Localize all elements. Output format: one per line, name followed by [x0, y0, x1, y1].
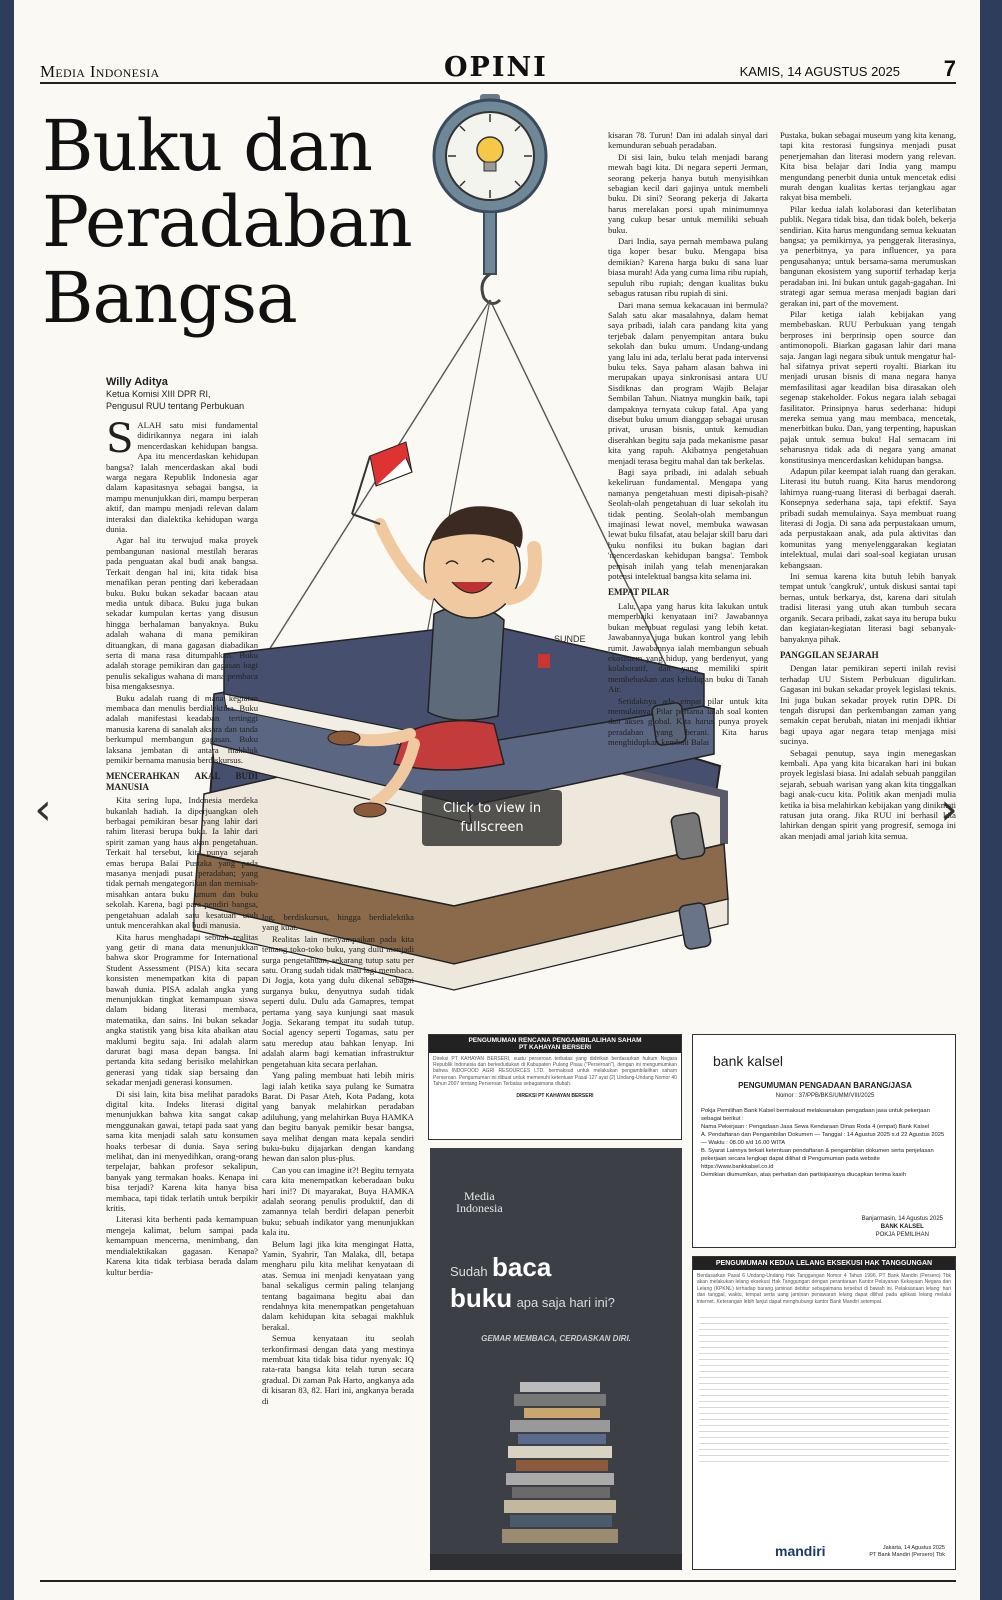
promo-slogan: GEMAR MEMBACA, CERDASKAN DIRI. — [481, 1334, 631, 1343]
ad-text: PT Bank Mandiri (Persero) Tbk — [869, 1552, 945, 1558]
article-column-1 — [106, 420, 258, 1570]
author-role: Pengusul RUU tentang Perbukuan — [106, 401, 245, 411]
page-number: 7 — [943, 56, 956, 81]
section-heading: PANGGILAN SEJARAH — [780, 649, 879, 660]
article-paragraph: Di sisi lain, kita bisa melihat paradoks digital kita. Indeks literasi digital menunjukkan bahwa kita sangat cakap menggunakan gawai, tetapi pada saat yang sama kita menjadi salah satu konsumen hoaks terbesar di dunia. Saya sering melihat, dan ini menyedihkan, orang-orang terpelajar, bahkan profesor sekalipun, banyak yang termakan hoaks. Kenapa ini bisa terjadi? Karena kita hanya bisa membaca, tapi tidak terlatih untuk berpikir kritis. — [106, 1088, 258, 1214]
headline-line: Buku dan — [42, 105, 372, 187]
article-paragraph: kisaran 78. Turun! Dan ini adalah sinyal dari kemunduran sebuah peradaban. — [608, 130, 768, 151]
ad-title: PENGUMUMAN PENGADAAN BARANG/JASA — [738, 1081, 912, 1090]
article-column-4 — [780, 130, 956, 1010]
article-paragraph: Belum lagi jika kita mengingat Hatta, Yamin, Syahrir, Tan Malaka, dll, betapa mengharu pilu kita melihat kenyataan di atas. Semua ini menjadi kenyataan yang banal sekaligus cermin paling telanjang tentang bagaimana begitu abai dan rendahnya kita menempatkan pengetahuan dalam kehidupan kita sebagai makhluk berakal. — [262, 1238, 414, 1332]
promo-word: buku — [450, 1283, 513, 1313]
section-heading: MENCERAHKAN AKAL BUDI MANUSIA — [106, 771, 258, 792]
media-indonesia-logo — [456, 1190, 503, 1214]
ad-text: Nama Pekerjaan : Pengadaan Jasa Sewa Kendaraan Dinas Roda 4 (empat) Bank Kalsel — [701, 1124, 930, 1130]
promo-word: baca — [492, 1252, 552, 1282]
ad-signature — [869, 1545, 945, 1559]
article-paragraph: Kita sering lupa, Indonesia merdeka bukanlah hadiah. Ia diperjuangkan oleh berbagai pemikiran besar yang lahir dari rahim literasi berupa buku. Ia lahir dari spirit zaman yang haus akan pengetahuan. Terkait hal tersebut, kita punya sejarah emas berupa Balai Pustaka yang pada masanya menjadi pusat peradaban; yang tidak pernah mengategorikan dan memisah-misahkan antara buku umum dan buku sekolah. Karena, bagi para pendiri bangsa, pengetahuan adalah satu kesatuan utuh untuk mencerahkan akal budi manusia. — [106, 795, 258, 931]
article-paragraph: log, berdiskursus, hingga berdialektika yang kuat. — [262, 912, 414, 933]
ad-reading-promo — [430, 1148, 682, 1570]
next-page-chevron-icon[interactable]: › — [940, 784, 958, 835]
article-paragraph: Pilar kedua ialah kolaborasi dan keterlibatan publik. Negara tidak bisa, dan tidak boleh, bekerja sendirian. Kita harus mengundang semua kekuatan bangsa; ya pemikirnya, ya penggerak literasinya, ya penerbitnya, ya para influencer, ya para pengusahanya; untuk bersama-sama merumuskan bangunan ekosistem yang suportif terhadap kerja peradaban ini. Ini bukan untuk gagah-gagahan. Ini strategi agar semua merasa menjadi bagian dari gerakan ini, part of the movement. — [780, 203, 956, 308]
dropcap: S — [106, 420, 134, 462]
article-paragraph: Yang paling membuat hati lebih miris lagi ialah ketika saya pulang ke Sumatra Barat. Di Pasar Ateh, Kota Padang, kota yang banyak melahirkan peradaban adiluhung, yang melahirkan Buya HAMKA dan begitu banyak pemikir besar bangsa, saya melihat dengan mata kepala sendiri buku-buku dijajarkan dengan kandang hewan dan salon plus-plus. — [262, 1070, 414, 1164]
artist-signature: SUNDE — [554, 634, 586, 644]
ad-title-line: PT KAHAYAN BERSERI — [518, 1044, 592, 1051]
masthead-rubric: OPINI — [444, 52, 548, 83]
ad-text: BANK KALSEL — [880, 1224, 924, 1230]
article-paragraph: Realitas lain menyampaikan pada kita tentang toko-toko buku, yang dulu menjadi surga pengetahuan, sekarang tutup satu per satu. Orang sudah tidak mau lagi membaca. Di Jogja, kota yang dulu dikenal sebagai surganya buku, denyutnya sudah tidak seperti dulu. Dulu ada Gamapres, tempat pertama yang saya kunjungi saat masuk Jogja. Sekarang tempat itu sudah tutup. Social agency seperti Togamas, satu per satu meredup atau bahkan lenyap. Ini adalah alarm bagi kematian infrastruktur pengetahuan kita secara perlahan. — [262, 933, 414, 1069]
ad-title: PENGUMUMAN KEDUA LELANG EKSEKUSI HAK TANGGUNGAN — [693, 1257, 955, 1270]
article-paragraph: Dari India, saya pernah membawa pulang tiga koper besar buku. Mengapa bisa demikian? Karena harga buku di sana luar biasa murah! Ada yang cuma lima ribu rupiah, sepuluh ribu rupiah; dengan kualitas buku sebagus ratusan ribu rupiah di sini. — [608, 236, 768, 299]
bottom-rule — [40, 1580, 956, 1582]
ad-title-line: PENGUMUMAN RENCANA PENGAMBILALIHAN SAHAM — [468, 1037, 642, 1044]
article-paragraph: Sebagai penutup, saya ingin menegaskan kembali. Apa yang kita bicarakan hari ini bukan proyek legislasi biasa. Ini adalah sebuah panggilan sejarah, sebuah warisan yang akan kita tinggalkan bagi anak-cucu kita. Politik akan menjadi mulia ketika ia bisa melahirkan kebijakan yang dinikmati ratusan juta orang. Jika RUU ini berhasil kita lahirkan dengan spirit yang progresif, semoga ini akan menjadi amal jariah kita semua. — [780, 747, 956, 841]
article-paragraph: ALAH satu misi fundamental didirikannya negara ini ialah mencerdaskan kehidupan bangsa. Apa itu mencerdaskan kehidupan bangsa? Ialah mencerdaskan akal budi warga negara Republik Indonesia agar dalam kapasitasnya sebagai bangsa, ia mampu menunjukkan diri, mampu berperan aktif, dan mampu menjadi relevan dalam interaksi dan dialektika kehidupan warga dunia. — [106, 420, 258, 535]
article-paragraph: Adapun pilar keempat ialah ruang dan gerakan. Literasi itu butuh ruang. Kita harus mendorong lahirnya ruang-ruang literasi di berbagai daerah. Konsepnya sederhana saja, tapi efektif. Saya pribadi sudah memulainya. Saya membuat ruang literasi di Jogja. Di sana ada perpustakaan umum, ada perpustakaan anak, ada pula aktivitas dan komunitas yang menyelenggarakan kegiatan intelektual, mulai dari soal-soal kegiatan urusan kebangsaan. — [780, 466, 956, 570]
promo-tagline — [450, 1252, 662, 1314]
article-paragraph: Dengan latar pemikiran seperti inilah revisi terhadap UU Sistem Perbukuan digulirkan. Gagasan ini bukan sekadar proyek legislasi teknis. Ini juga bukan sekadar proyek rutin DPR. Di tengah disrupsi dan perkembangan zaman yang semakin cepat berubah, niatan ini menjadi ikhtiar bagi upaya agar negara tetap menjaga misi sucinya. — [780, 663, 956, 747]
background-right — [980, 0, 1002, 1600]
ad-body — [701, 1107, 949, 1179]
ad-title — [429, 1035, 681, 1053]
article-paragraph: Agar hal itu terwujud maka proyek pembangunan nasional mestilah beraras pada penguatan akal budi anak bangsa. Terkait dengan hal ini, kita tidak bisa menafikan peran penting dari keberadaan buku. Buku bukan sekadar bacaan atau media untuk dibaca. Buku juga bukan sekadar kumpulan kertas yang disusun hingga berhalaman banyaknya. Buku adalah wahana di mana pemikiran dituangkan, di mana gagasan diabadikan serta di mana rasa ditumpahkan. Buku adalah storage pemikiran dan gagasan bagi penulis sekaligus wahana di mana pembaca bisa mengaksesnya. — [106, 535, 258, 692]
article-paragraph: Ini semua karena kita butuh lebih banyak tempat untuk 'cangkruk', untuk diskusi santai tapi bernas, untuk berkarya, dst, karena dari situlah tradisi literasi yang utuh akan tumbuh secara organik. Secara pribadi, zakat saya itu berupa buku dan kegiatan-kegiatan literasi bagi sebanyak-banyaknya pihak. — [780, 571, 956, 644]
mandiri-logo: mandiri — [775, 1543, 826, 1559]
article-column-2 — [262, 912, 414, 1570]
ad-text: Jakarta, 14 Agustus 2025 — [882, 1545, 945, 1551]
article-paragraph: Di sisi lain, buku telah menjadi barang mewah bagi kita. Di negara seperti Jerman, seorang pekerja hanya butuh menyisihkan sebagian kecil dari gajinya untuk membeli buku. Di sini? Seorang pekerja di Jakarta harus merelakan porsi upah minimumnya yang cukup besar untuk memiliki sebuah buku. — [608, 151, 768, 235]
article-paragraph: Setidaknya ada empat pilar untuk kita memulainya. Pilar pertama ialah soal konten dan akses global. Kita harus punya proyek peradaban yang berani. Kita harus menghidupkan kembali Balai — [608, 695, 768, 748]
ad-text: POKJA PEMILIHAN — [875, 1232, 929, 1238]
promo-word: apa saja hari ini? — [516, 1295, 615, 1310]
ad-text: Demikian diumumkan, atas perhatian dan partisipasinya diucapkan terima kasih — [701, 1172, 906, 1178]
fullscreen-button[interactable] — [422, 790, 562, 846]
author-role: Ketua Komisi XIII DPR RI, — [106, 389, 211, 399]
fullscreen-label: fullscreen — [460, 820, 524, 835]
article-paragraph: Bagi saya pribadi, ini adalah sebuah kekeliruan fundamental. Mengapa yang namanya pengetahuan mesti dipisah-pisah? Seolah-olah pengetahuan di luar sekolah itu tidak penting. Seolah-olah membangun imajinasi lewat novel, membuka wawasan lewat buku filsafat, atau belajar skill baru dari buku nonfiksi itu bukan bagian dari 'mencerdaskan kehidupan bangsa'. Tembok pemisah inilah yang telah menenjarakan potensi intelektual bangsa kita selama ini. — [608, 467, 768, 582]
ad-mandiri-auction-notice — [692, 1256, 956, 1570]
logo-line: Indonesia — [456, 1201, 503, 1215]
article-paragraph: Pilar ketiga ialah kebijakan yang membebaskan. RUU Perbukuan yang tengah berproses ini berprinsip open source dan antimonopoli. Biarkan gagasan lahir dari mana saja. Jangan lagi negara sibuk untuk mengatur hal-hal sifatnya privat seperti royalti. Biarkan itu menjadi urusan bisnis di mana negara hanya memfasilitasi agar keadilan bisa dirasakan oleh segenap stakeholder. Fokus negara ialah sebagai fasilitator. Prinsipnya harus sederhana: hidupi mereka semua yang mau membaca, mencetak, menerbitkan buku. Dan, yang terpenting, hapuskan pajak untuk semua buku! Hal semacam ini seharusnya tidak ada di negara yang amanat konstitusinya mencerdaskan kehidupan bangsa. — [780, 308, 956, 465]
ad-body: Direksi PT KAHAYAN BERSERI, suatu perseroan terbatas yang didirikan berdasarkan hukum Negara Republik Indonesia dan berkedudukan di Kabupaten Pulang Pisau ("Perseroan"), dengan ini mengumumkan bahwa INDOFOOD AGRI RESOURCES LTD. bermaksud untuk melakukan pengambilalihan saham Perseroan. Pengumuman ini dibuat untuk memenuhi ketentuan Pasal 127 ayat (2) Undang-Undang Nomor 40 Tahun 2007 tentang Perseroan Terbatas sebagaimana diubah. — [433, 1056, 677, 1087]
masthead-date: KAMIS, 14 AGUSTUS 2025 — [739, 64, 900, 79]
article-paragraph: Kita harus menghadapi sebuah realitas yang getir di mana data menunjukkan bahwa skor Programme for International Student Assessment (PISA) kita secara konsisten menempatkan kita di papan bawah dunia. PISA adalah angka yang menunjukkan tingkat kemampuan siswa dalam bidang literasi membaca, matematika, dan sains. Ini bukan sekadar angka statistik yang bisa kita abaikan atau maklumi begitu saja. Ini adalah alarm darurat bagi masa depan bangsa. Ini pertanda kita sedang berisiko melahirkan generasi yang tidak siap bersaing dan sekadar menjadi generasi konsumen. — [106, 931, 258, 1088]
article-paragraph: Literasi kita berhenti pada kemampuan mengeja kalimat, belum sampai pada kemampuan mencerna, menimbang, dan mendialektikakan gagasan. Kenapa? Karena kita tidak terbiasa berada dalam kultur berdia- — [106, 1214, 258, 1277]
ad-bank-kalsel-procurement — [692, 1034, 956, 1248]
headline-line: Bangsa — [42, 257, 297, 339]
newspaper-page — [14, 0, 980, 1600]
ad-number: Nomor : 37/PPB/BKS/UMM/VIII/2025 — [775, 1093, 875, 1099]
author-name: Willy Aditya — [106, 376, 168, 388]
ad-text: Pokja Pemilihan Bank Kalsel bermaksud melaksanakan pengadaan jasa untuk pekerjaan sebagai berikut : — [701, 1108, 930, 1122]
bank-kalsel-logo: bank kalsel — [713, 1053, 784, 1069]
prev-page-chevron-icon[interactable]: ‹ — [34, 784, 52, 835]
ad-fine-print — [699, 1312, 949, 1462]
article-paragraph: Buku adalah ruang di mana kegiatan membaca dan menulis berdialektika. Buku adalah manifestasi keadaban tertinggi manusia karena di sanalah aksara dan tanda berkumpul membangun gagasan. Buku laksana jembatan di antara makhluk pemikir bernama manusia berdiskursus. — [106, 692, 258, 765]
ad-body: Berdasarkan Pasal 6 Undang-Undang Hak Tanggungan Nomor 4 Tahun 1996, PT Bank Mandiri (Persero) Tbk akan melakukan lelang eksekusi Hak Tanggungan dengan perantaraan Kantor Pelayanan Kekayaan Negara dan Lelang (KPKNL) terhadap barang jaminan debitur sebagaimana tersebut di bawah ini. Pelaksanaan lelang: hari dan tanggal, waktu, tempat serta uang jaminan penawaran lelang dapat dilihat pada aplikasi lelang melalui internet. Keterangan lebih lanjut dapat menghubungi kantor Bank Mandiri setempat. — [697, 1273, 951, 1305]
logo-line: Media — [464, 1189, 495, 1203]
ad-signature — [862, 1215, 943, 1239]
ad-footer: DIREKSI PT KAHAYAN BERSERI — [516, 1093, 594, 1100]
masthead-brand: Media Indonesia — [40, 62, 160, 81]
headline-line: Peradaban — [42, 181, 412, 263]
artist-seal-icon — [538, 654, 550, 668]
ad-text: Banjarmasin, 14 Agustus 2025 — [861, 1216, 943, 1222]
section-heading: EMPAT PILAR — [608, 587, 670, 598]
ad-text: B. Syarat Lainnya terkait ketentuan pendaftaran & pengambilan dokumen serta penjelasan pekerjaan secara lengkap dapat dilihat di Pengumuman pada website https://www.bankkalsel.co.id — [701, 1148, 934, 1170]
masthead — [40, 52, 956, 84]
article-paragraph: Lalu, apa yang harus kita lakukan untuk memperbaiki kenyataan ini? Jawabannya bukan membuat regulasi yang lebih ketat. Jawabannya juga bukan kontrol yang lebih rumit. Jawabannya ialah membangun sebuah ekosistem yang hidup, yang berdenyut, yang kolaboratif, dan yang memiliki spirit membebaskan atas kehidupan buku di Tanah Air. — [608, 600, 768, 695]
article-paragraph: Dari mana semua kekacauan ini bermula? Salah satu akar masalahnya, dalam hemat saya pribadi, ialah cara pandang kita yang terjebak dalam penyempitan antara buku sekolah dan buku umum. Undang-undang yang lalu ini ada, terlalu berat pada intervensi buku teks. Saya paham alasan bahwa ini merupakan upaya sinkronisasi antara UU Sisdiknas dan program Wajib Belajar Sembilan Tahun. Niatnya mungkin baik, tapi dampaknya ternyata cukup fatal. Apa yang disebut buku umum dianggap sebagai urusan privat, urusan bisnis, untuk kemudian diserahkan begitu saja pada mekanisme pasar kita yang rapuh. Akibatnya pengetahuan menjadi terasa begitu mahal dan tak berkelas. — [608, 299, 768, 466]
article-paragraph: Semua kenyataan itu seolah terkonfirmasi dengan data yang mestinya membuat kita tidak bisa tidur nyenyak: IQ rata-rata bangsa kita telah turun secara gradual. Di zaman Pak Harto, angkanya ada di kisaran 83, 82. Hari ini, angkanya berada di — [262, 1333, 414, 1406]
promo-word: Sudah — [450, 1264, 488, 1279]
article-column-3 — [608, 130, 768, 1010]
book-pile-icon — [490, 1378, 630, 1550]
article-paragraph: Can you can imagine it?! Begitu ternyata cara kita menempatkan keberadaan buku hari ini!? Di mayarakat, Buya HAMKA adalah seorang penulis produktif, dan di zamannya telah berdiri delapan penerbit buku; sebuah indikator yang menunjukkan kala itu. — [262, 1164, 414, 1238]
article-paragraph: Pustaka, bukan sebagai museum yang kita kenang, tapi kita restorasi fungsinya menjadi pusat penerjemahan dan literasi modern yang relevan. Kita bisa belajar dari India yang mampu mengundang penerbit dunia untuk mencetak edisi murah dengan kualitas kertas terjangkau agar rakyat bisa membeli. — [780, 130, 956, 203]
background-left — [0, 0, 14, 1600]
promo-footer — [430, 1554, 682, 1570]
fullscreen-label: Click to view in — [442, 801, 542, 816]
ad-share-acquisition-notice — [428, 1034, 682, 1140]
ad-text: A. Pendaftaran dan Pengambilan Dokumen — Tanggal : 14 Agustus 2025 s.d 22 Agustus 2025 — Waktu : 08.00 s/d 16.00 WITA — [701, 1132, 945, 1146]
